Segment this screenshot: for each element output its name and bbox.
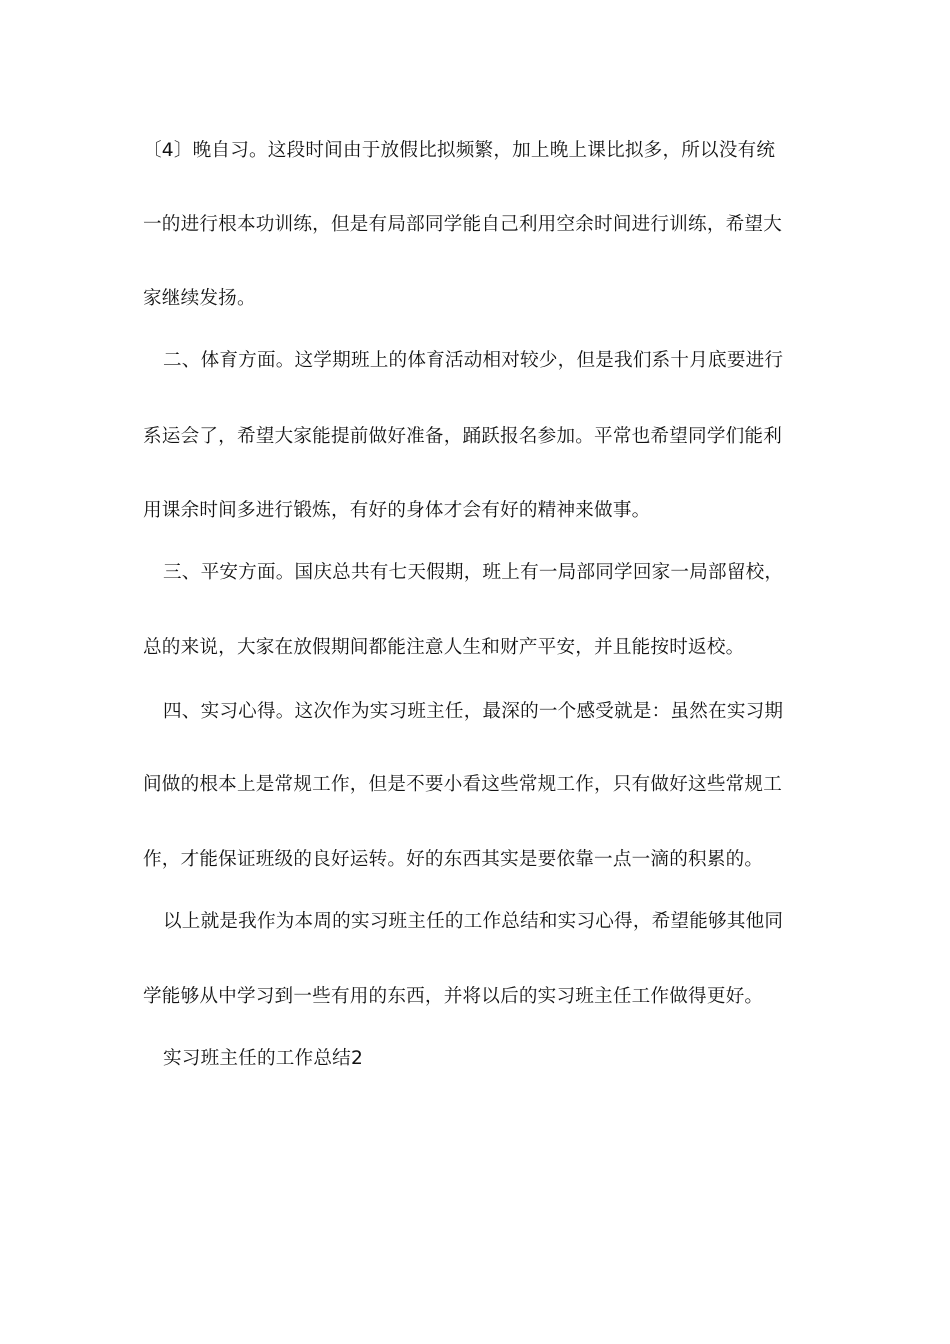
section-heading: 实习班主任的工作总结2 [163, 1048, 363, 1069]
paragraph-insights-line-3: 作，才能保证班级的良好运转。好的东西其实是要依靠一点一滴的积累的。 [143, 849, 764, 870]
paragraph-insights-line-1: 四、实习心得。这次作为实习班主任，最深的一个感受就是：虽然在实习期 [163, 701, 784, 722]
paragraph-safety-line-2: 总的来说，大家在放假期间都能注意人生和财产平安，并且能按时返校。 [143, 637, 745, 658]
paragraph-evening-study-line-3: 家继续发扬。 [143, 288, 256, 309]
paragraph-conclusion-line-1: 以上就是我作为本周的实习班主任的工作总结和实习心得，希望能够其他同 [163, 911, 784, 932]
paragraph-conclusion-line-2: 学能够从中学习到一些有用的东西，并将以后的实习班主任工作做得更好。 [143, 986, 764, 1007]
paragraph-safety-line-1: 三、平安方面。国庆总共有七天假期，班上有一局部同学回家一局部留校， [163, 562, 784, 583]
paragraph-evening-study-line-1: 〔4〕晚自习。这段时间由于放假比拟频繁，加上晚上课比拟多，所以没有统 [143, 140, 776, 161]
paragraph-insights-line-2: 间做的根本上是常规工作，但是不要小看这些常规工作，只有做好这些常规工 [143, 774, 782, 795]
paragraph-sports-line-3: 用课余时间多进行锻炼，有好的身体才会有好的精神来做事。 [143, 500, 651, 521]
paragraph-sports-line-2: 系运会了，希望大家能提前做好准备，踊跃报名参加。平常也希望同学们能利 [143, 426, 782, 447]
paragraph-sports-line-1: 二、体育方面。这学期班上的体育活动相对较少，但是我们系十月底要进行 [163, 350, 784, 371]
paragraph-evening-study-line-2: 一的进行根本功训练，但是有局部同学能自己利用空余时间进行训练，希望大 [143, 214, 782, 235]
